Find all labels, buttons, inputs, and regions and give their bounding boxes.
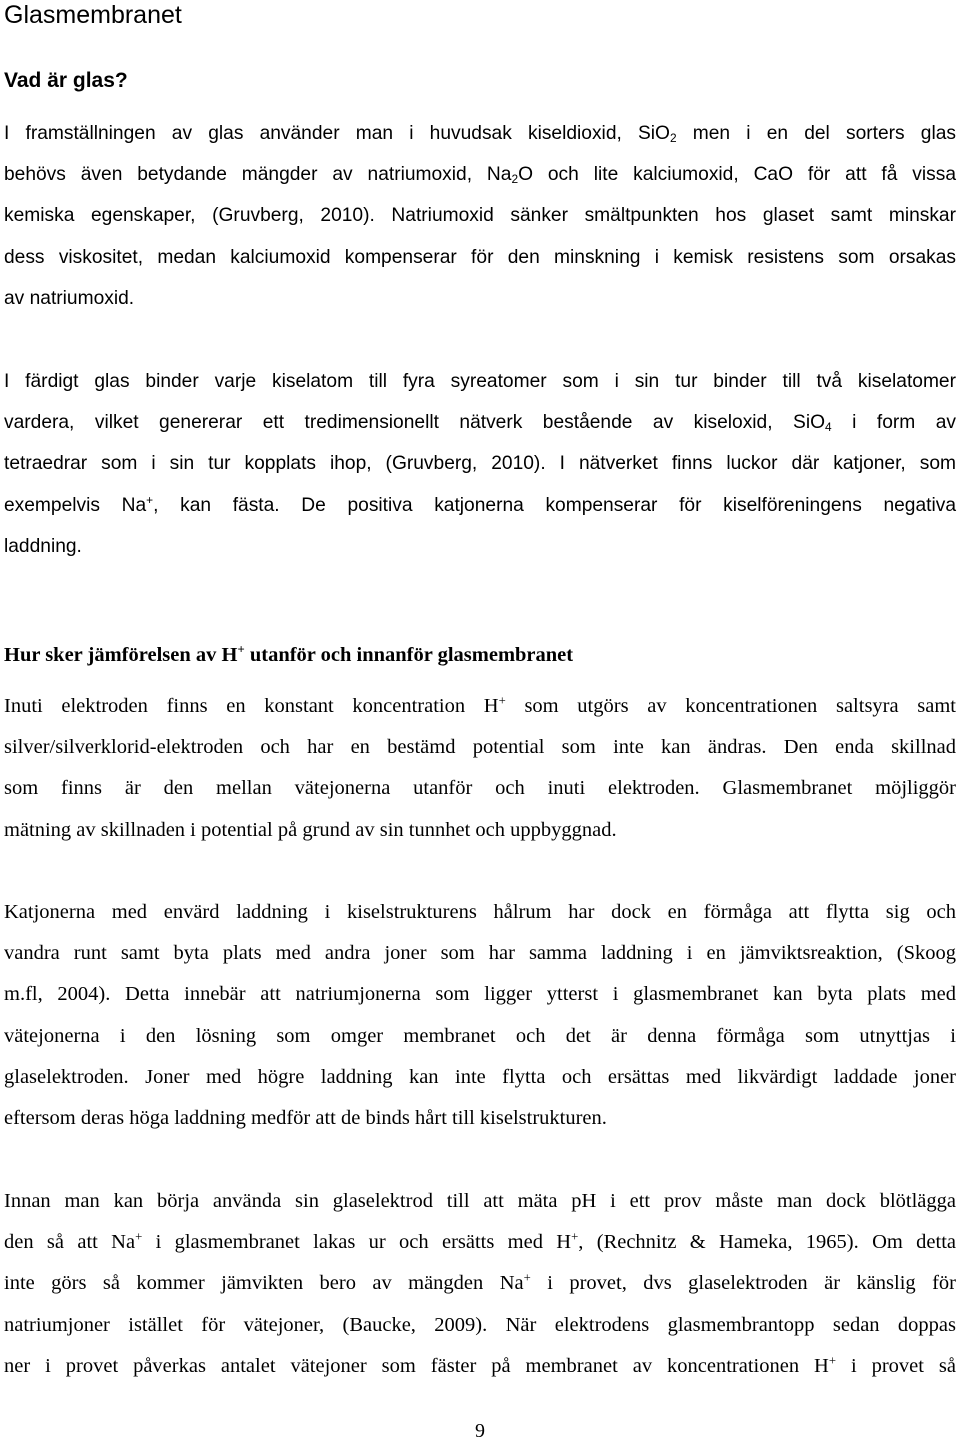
text-line: av natriumoxid. [4,287,135,309]
text-line: inte görs så kommer jämvikten bero av mängden Na+ i provet, dvs glaselektroden är känslig för [4,1270,956,1295]
text-line: den så att Na+ i glasmembranet lakas ur och ersätts med H+, (Rechnitz & Hameka, 1965). Om detta [4,1229,956,1254]
text-line: ner i provet påverkas antalet vätejoner som fäster på membranet av koncentrationen H+ i provet så [4,1353,956,1377]
paragraph-cation-exchange [4,892,956,1139]
paragraph-glass-network [4,361,956,567]
page-number: 9 [475,1420,485,1442]
text-line: laddning. [4,535,82,557]
section-subtitle: Vad är glas? [4,69,128,92]
paragraph-glass-composition [4,113,956,319]
text-line: behövs även betydande mängder av natriumoxid, $Na_2O$ och lite kalciumoxid, CaO för att få vissa [4,164,957,187]
text-line: mätning av skillnaden i potential på grund av sin tunnhet och uppbyggnad. [4,818,617,841]
text-line: natriumjoner istället för vätejoner, (Baucke, 2009). När elektrodens glasmembrantopp sedan doppas [4,1313,956,1336]
text-line: vardera, vilket genererar ett tredimensionellt nätverk bestående av kiseloxid, SiO$_4$ i form av [4,412,956,435]
text-line: m.fl, 2004). Detta innebär att natriumjonerna som ligger ytterst i glasmembranet kan byta plats med [4,983,956,1006]
paragraph-electrode-inside [4,686,956,851]
text-line: glaselektroden. Joner med högre laddning kan inte flytta och ersättas med likvärdigt laddade joner [4,1065,956,1088]
text-line: exempelvis Na+, kan fästa. De positiva katjonerna kompenserar för kiselföreningens negativa [4,492,956,516]
text-line: I färdigt glas binder varje kiselatom till fyra syreatomer som i sin tur binder till två kiselatomer [4,371,956,392]
text-line: tetraedrar som i sin tur kopplats ihop, (Gruvberg, 2010). I nätverket finns luckor där katjoner, som [4,453,956,475]
text-line: I framställningen av glas använder man i huvudsak kiseldioxid, SiO$_2$ men i en del sorters glas [4,123,956,145]
text-line: vandra runt samt byta plats med andra joner som har samma laddning i en jämviktsreaktion, (Skoog [4,942,956,965]
text-line: Inuti elektroden finns en konstant koncentration H+ som utgörs av koncentrationen saltsyra samt [4,693,956,717]
text-line: silver/silverklorid-elektroden och har en bestämd potential som inte kan ändras. Den enda skillnad [4,736,956,759]
text-line: dess viskositet, medan kalciumoxid kompenserar för den minskning i kemisk resistens som orsakas [4,246,956,268]
section-heading: Hur sker jämförelsen av H+ utanför och innanför glasmembranet [4,642,574,666]
text-line: kemiska egenskaper, (Gruvberg, 2010). Natriumoxid sänker smältpunkten hos glaset samt minskar [4,205,956,227]
paragraph-electrode-soaking [4,1181,956,1387]
text-line: vätejonerna i den lösning som omger membranet och det är denna förmåga som utnyttjas i [4,1024,956,1047]
text-line: eftersom deras höga laddning medför att de binds hårt till kiselstrukturen. [4,1107,607,1130]
text-line: Innan man kan börja använda sin glaselektrod till att mäta pH i ett prov måste man dock blötlägga [4,1190,956,1212]
document-title: Glasmembranet [4,1,182,29]
text-line: Katjonerna med envärd laddning i kiselstrukturens hålrum har dock en förmåga att flytta sig och [4,901,956,923]
text-line: som finns är den mellan vätejonerna utanför och inuti elektroden. Glasmembranet möjliggör [4,777,956,800]
